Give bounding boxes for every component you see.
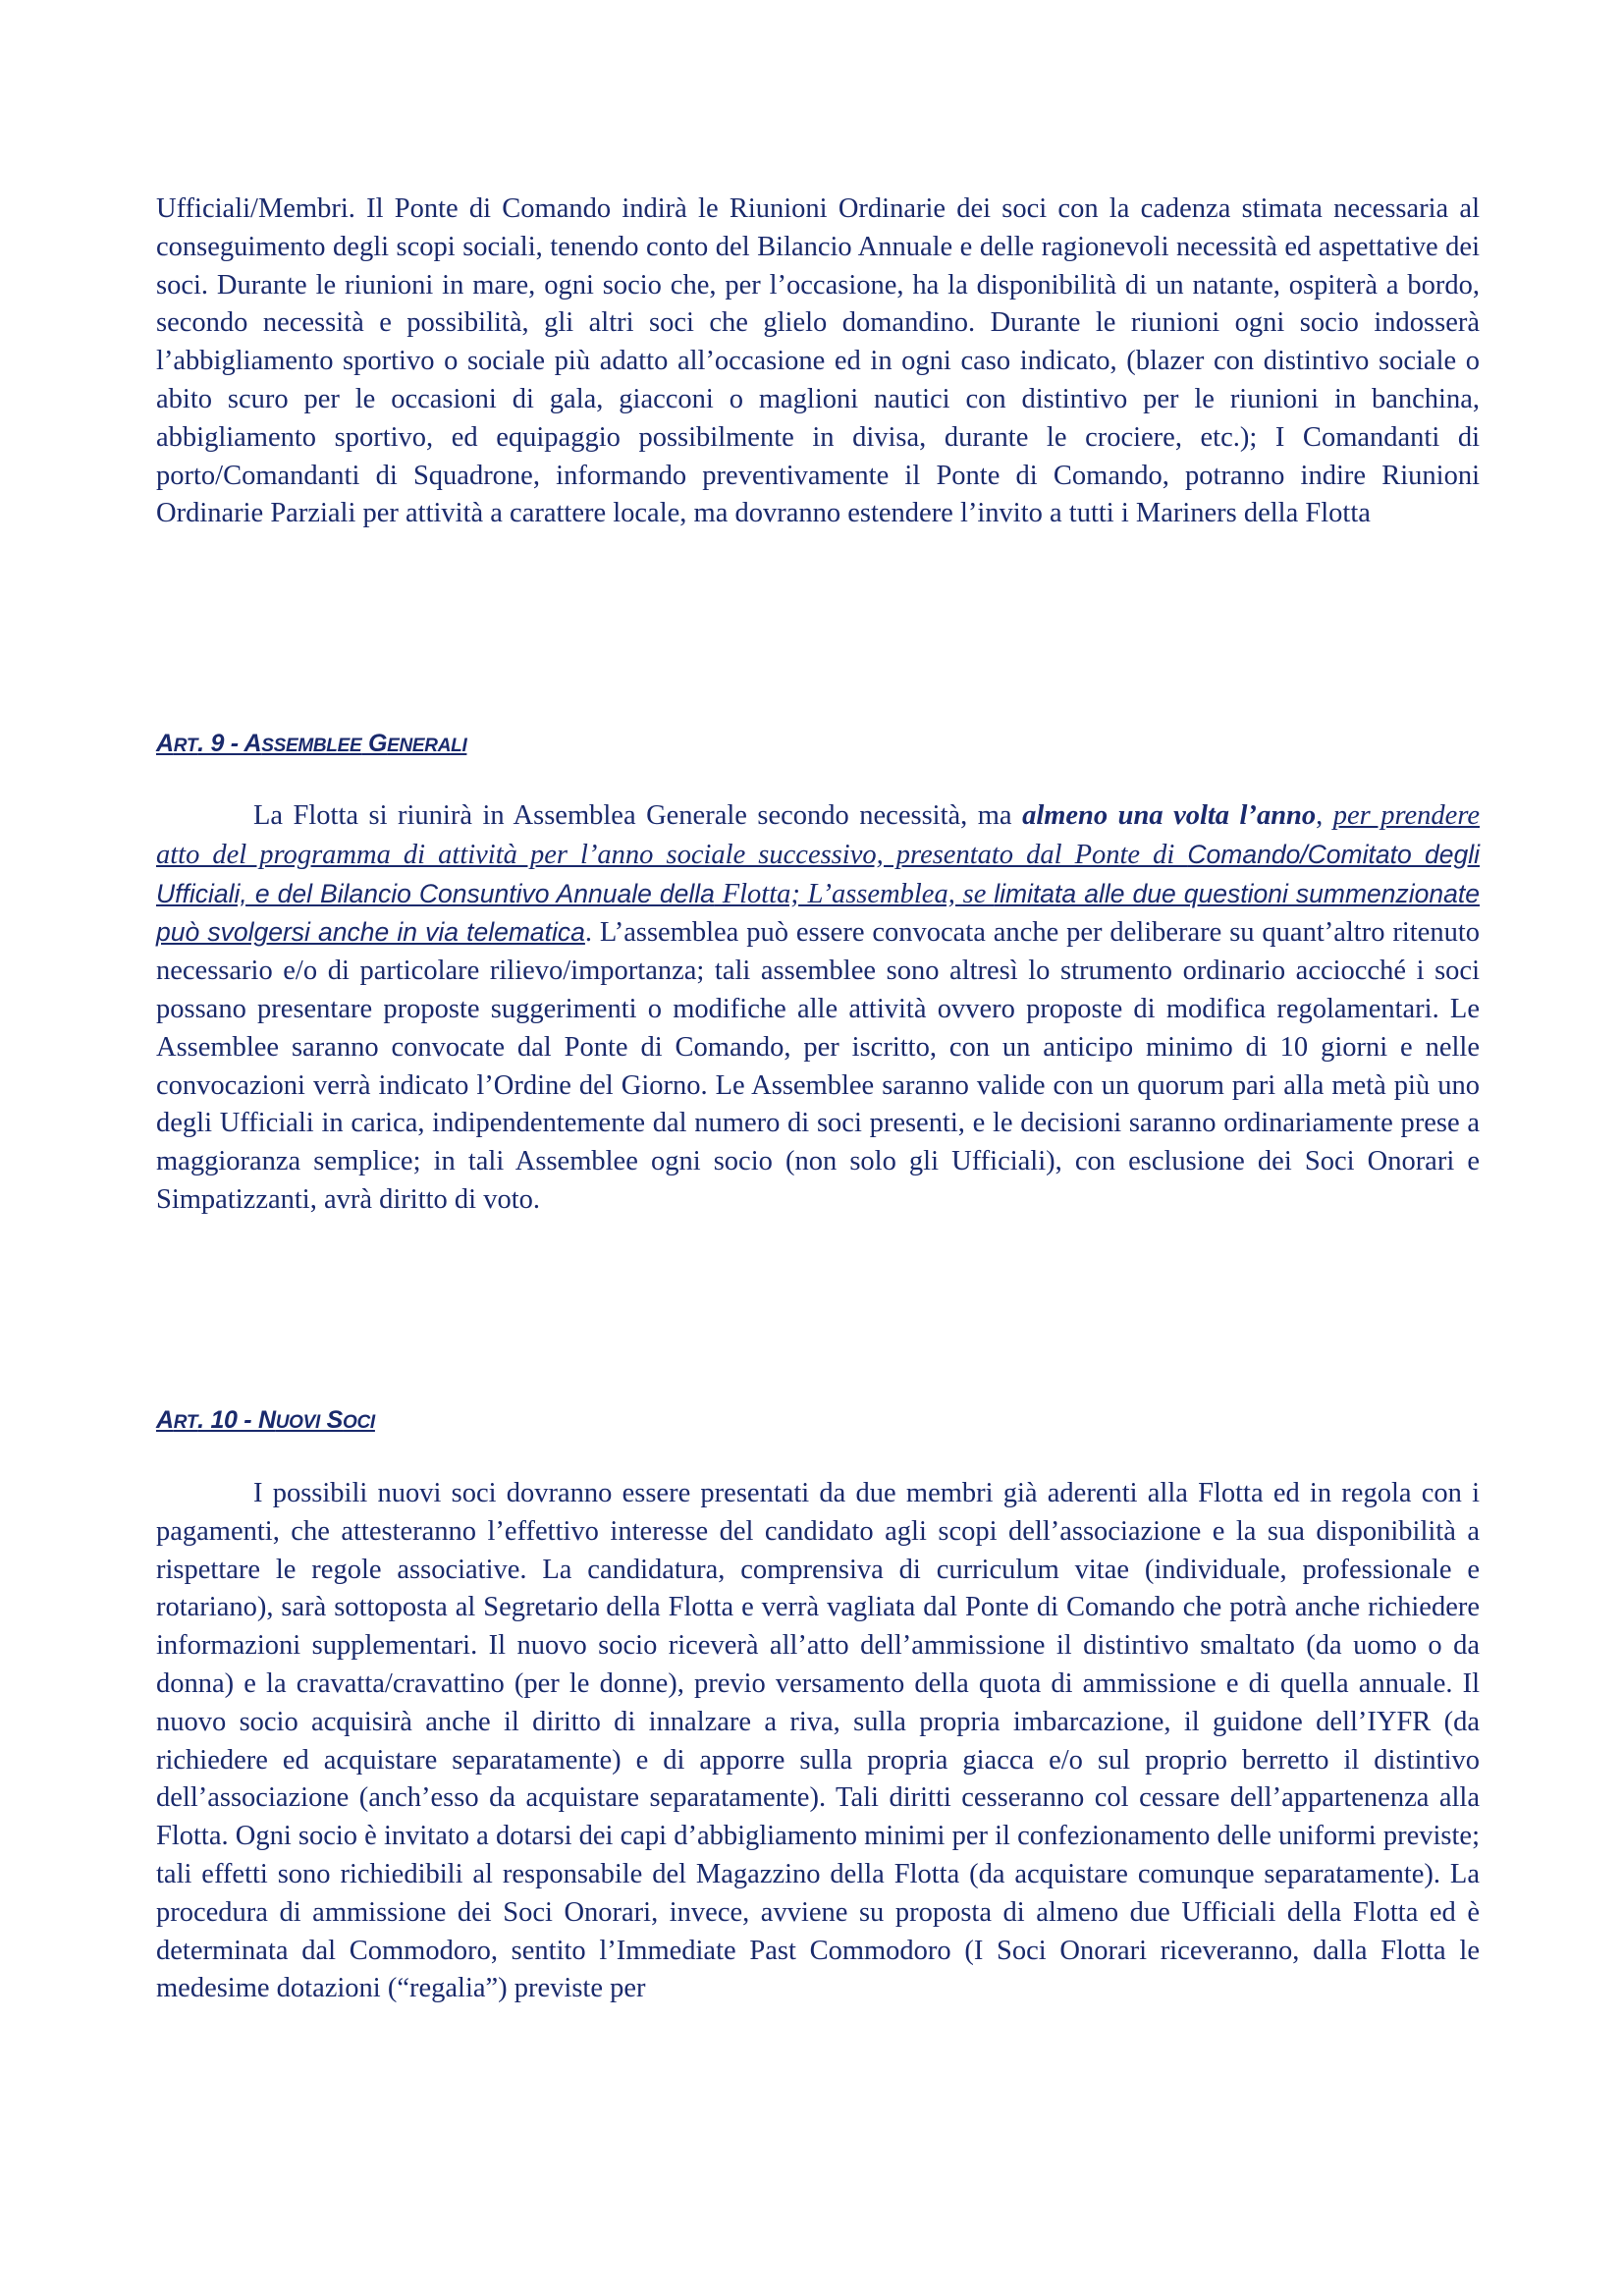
heading-part: OCI xyxy=(343,1412,375,1433)
heading-part: RT xyxy=(173,736,198,756)
heading-part: . 9 - A xyxy=(197,730,262,757)
text-run: La Flotta si riunirà in Assemblea Generale secondo necessità, ma xyxy=(253,800,1023,831)
paragraph-assemblee xyxy=(156,797,1480,1220)
heading-art-10 xyxy=(156,1406,375,1435)
heading-part: S xyxy=(320,1406,344,1434)
amended-text: limitata alle due questioni summenzionate può svolgersi anche in via telematica xyxy=(156,878,1480,948)
heading-part: A xyxy=(156,1406,174,1434)
heading-part: . 10 - N xyxy=(197,1406,276,1434)
heading-part: A xyxy=(156,730,174,757)
paragraph-riunioni: Ufficiali/Membri. Il Ponte di Comando indirà le Riunioni Ordinarie dei soci con la cadenza stimata necessaria al conseguimento degli scopi sociali, tenendo conto del Bilancio Annuale e delle ragionevoli necessità ed aspettative dei soci. Durante le riunioni in mare, ogni socio che, per l’occasione, ha la disponibilità di un natante, ospiterà a bordo, secondo necessità e possibilità, gli altri soci che glielo domandino. Durante le riunioni ogni socio indosserà l’abbigliamento sportivo o sociale più adatto all’occasione ed in ogni caso indicato, (blazer con distintivo sociale o abito scuro per le occasioni di gala, giacconi o maglioni nautici con distintivo per le riunioni in banchina, abbigliamento sportivo, ed equipaggio possibilmente in divisa, durante le crociere, etc.); I Comandanti di porto/Comandanti di Squadrone, informando preventivamente il Ponte di Comando, potranno indire Riunioni Ordinarie Parziali per attività a carattere locale, ma dovranno estendere l’invito a tutti i Mariners della Flotta xyxy=(156,193,1480,529)
text-run: . L’assemblea può essere convocata anche per deliberare su quant’altro ritenuto necessario e/o di particolare rilievo/importanza; tali assemblee sono altresì lo strumento ordinario acciocché i soci possano presentare proposte suggerimenti o modifiche alle attività ovvero proposte di modifica regolamentari. Le Assemblee saranno convocate dal Ponte di Comando, per iscritto, con un anticipo minimo di 10 giorni e nelle convocazioni verrà indicato l’Ordine del Giorno. Le Assemblee saranno valide con un quorum pari alla metà più uno degli Ufficiali in carica, indipendentemente dal numero di soci presenti, e le decisioni saranno ordinariamente prese a maggioranza semplice; in tali Assemblee ogni socio (non solo gli Ufficiali), con esclusione dei Soci Onorari e Simpatizzanti, avrà diritto di voto. xyxy=(156,917,1480,1215)
heading-part: UOVI xyxy=(275,1412,320,1433)
heading-part: ENERALI xyxy=(387,736,467,756)
amended-text: Comando/Comitato degli Ufficiali, e del Bilancio Consuntivo Annuale della xyxy=(156,839,1481,908)
heading-part: RT xyxy=(173,1412,198,1433)
amended-text: per prendere atto del programma di attività per l’anno sociale successivo, presentato dal Ponte di xyxy=(156,800,1481,870)
text-run: , xyxy=(1316,800,1333,831)
paragraph-nuovi-soci: I possibili nuovi soci dovranno essere presentati da due membri già aderenti alla Flotta ed in regola con i pagamenti, che attesteranno l’effettivo interesse del candidato agli scopi dell’associazione e la sua disponibilità a rispettare le regole associative. La candidatura, comprensiva di curriculum vitae (individuale, professionale e rotariano), sarà sottoposta al Segretario della Flotta e verrà vagliata dal Ponte di Comando che potrà anche richiedere informazioni supplementari. Il nuovo socio riceverà all’atto dell’ammissione il distintivo smaltato (da uomo o da donna) e la cravatta/cravattino (per le donne), previo versamento della quota di ammissione e di quella annuale. Il nuovo socio acquisirà anche il diritto di innalzare a riva, sulla propria imbarcazione, il guidone dell’IYFR (da richiedere ed acquistare separatamente) e di apporre sulla propria giacca e/o sul proprio berretto il distintivo dell’associazione (anch’esso da acquistare separatamente). Tali diritti cesseranno col cessare dell’appartenenza alla Flotta. Ogni socio è invitato a dotarsi dei capi d’abbigliamento minimi per il confezionamento delle uniformi previste; tali effetti sono richiedibili al responsabile del Magazzino della Flotta (da acquistare comunque separatamente). La procedura di ammissione dei Soci Onorari, invece, avviene su proposta di almeno due Ufficiali della Flotta ed è determinata dal Commodoro, sentito l’Immediate Past Commodoro (I Soci Onorari riceveranno, dalla Flotta le medesime dotazioni (“regalia”) previste per xyxy=(156,1478,1480,2004)
emphasis-text: almeno una volta l’anno xyxy=(1022,800,1317,831)
heading-art-9 xyxy=(156,730,466,758)
heading-part: G xyxy=(361,730,388,757)
amended-text: Flotta; L’assemblea, se xyxy=(714,878,995,909)
heading-part: SSEMBLEE xyxy=(261,736,362,756)
